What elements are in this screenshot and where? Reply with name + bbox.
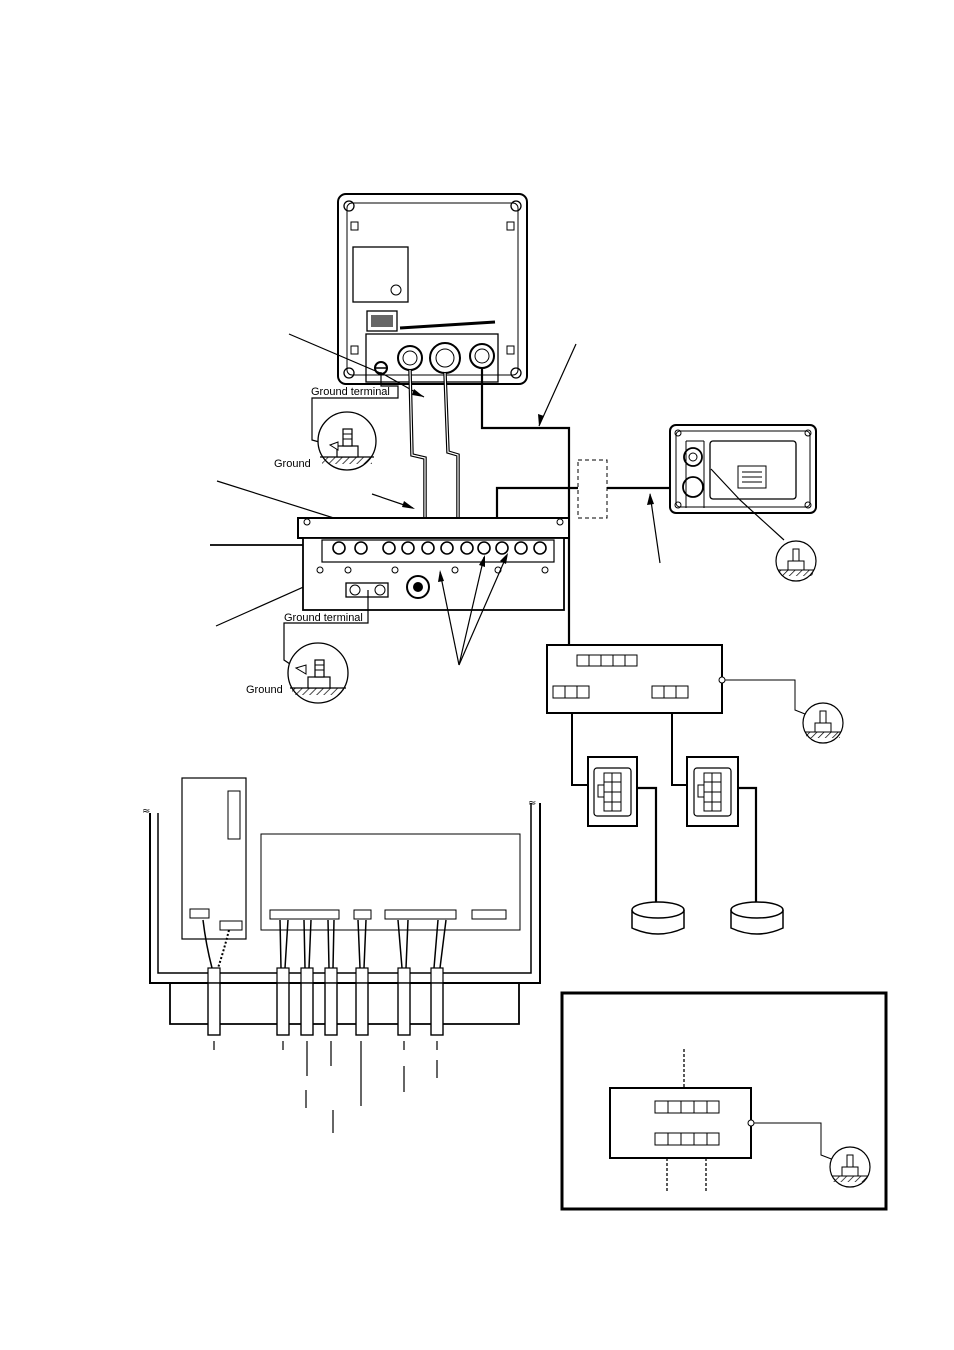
processor-internal-view bbox=[142, 778, 540, 1024]
ground-lug-icon bbox=[776, 541, 816, 581]
ground-lug-icon bbox=[288, 643, 348, 703]
svg-text:≈: ≈ bbox=[142, 806, 151, 817]
ground-lug-icon bbox=[803, 703, 843, 743]
junction-box-icon bbox=[578, 460, 607, 518]
cable-gland-icon bbox=[407, 576, 429, 598]
remote-unit bbox=[670, 425, 816, 513]
ground-lug-icon bbox=[318, 412, 376, 470]
ground-lug-icon bbox=[830, 1147, 870, 1187]
transducer-icon bbox=[731, 902, 783, 934]
fuse-holder-icon bbox=[367, 311, 397, 331]
matching-box-2 bbox=[687, 757, 738, 826]
cable-gland-icon bbox=[398, 343, 494, 373]
ground-terminal-label-top: Ground terminal bbox=[311, 386, 390, 398]
processor-unit bbox=[298, 518, 569, 610]
display-unit bbox=[338, 194, 527, 384]
inset-panel bbox=[562, 993, 886, 1209]
ground-label-top: Ground bbox=[274, 458, 311, 470]
transducer-icon bbox=[632, 902, 684, 934]
ground-lug-icon bbox=[346, 583, 388, 597]
distribution-box bbox=[547, 645, 725, 713]
svg-text:≈: ≈ bbox=[528, 798, 537, 809]
cable-gland-icon bbox=[208, 968, 443, 983]
matching-box-1 bbox=[588, 757, 637, 826]
ground-terminal-label-mid: Ground terminal bbox=[284, 612, 363, 624]
ground-label-mid: Ground bbox=[246, 684, 283, 696]
